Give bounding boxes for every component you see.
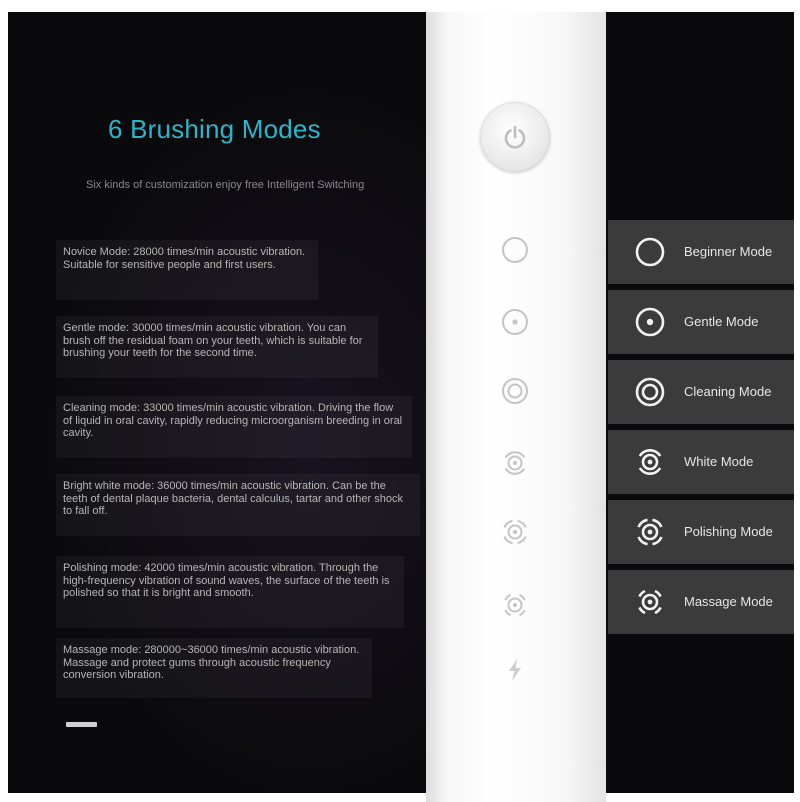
polishing-mode-icon bbox=[498, 515, 532, 549]
massage-mode-icon bbox=[632, 584, 668, 620]
mode-item-gentle[interactable] bbox=[608, 290, 794, 354]
description-gentle: Gentle mode: 30000 times/min acoustic vibration. You can brush off the residual foam on your teeth, which is suitable for brushing your teeth for the second time. bbox=[63, 322, 363, 359]
mode-item-white[interactable] bbox=[608, 430, 794, 494]
mode-label: Massage Mode bbox=[684, 594, 773, 609]
mode-label: Polishing Mode bbox=[684, 524, 773, 539]
mode-label: White Mode bbox=[684, 454, 754, 469]
description-card bbox=[56, 396, 412, 458]
massage-mode-icon bbox=[498, 588, 532, 622]
mode-item-massage[interactable] bbox=[608, 570, 794, 634]
beginner-mode-icon bbox=[498, 233, 532, 267]
white-mode-icon bbox=[632, 444, 668, 480]
mode-item-beginner[interactable] bbox=[608, 220, 794, 284]
description-card bbox=[56, 638, 372, 698]
beginner-mode-icon bbox=[632, 234, 668, 270]
dash-decoration bbox=[66, 722, 97, 727]
description-card bbox=[56, 240, 318, 300]
mode-label: Beginner Mode bbox=[684, 244, 773, 259]
gentle-mode-icon bbox=[632, 304, 668, 340]
toothbrush-handle bbox=[426, 12, 606, 802]
white-mode-icon bbox=[498, 446, 532, 480]
mode-item-polishing[interactable] bbox=[608, 500, 794, 564]
mode-label: Cleaning Mode bbox=[684, 384, 772, 399]
cleaning-mode-icon bbox=[498, 374, 532, 408]
cleaning-mode-icon bbox=[632, 374, 668, 410]
description-cleaning: Cleaning mode: 33000 times/min acoustic vibration. Driving the flow of liquid in oral cavity, rapidly reducing microorganism breeding in oral cavity. bbox=[63, 402, 403, 439]
description-massage: Massage mode: 280000~36000 times/min acoustic vibration. Massage and protect gums through acoustic frequency conversion vibration. bbox=[63, 644, 360, 681]
polishing-mode-icon bbox=[632, 514, 668, 550]
power-icon bbox=[500, 122, 530, 152]
power-button[interactable] bbox=[480, 102, 550, 172]
description-polishing: Polishing mode: 42000 times/min acoustic vibration. Through the high-frequency vibration of sound waves, the surface of the teeth is polished so that it is bright and smooth. bbox=[63, 562, 390, 599]
description-bright-white: Bright white mode: 36000 times/min acoustic vibration. Can be the teeth of dental plaque bacteria, dental calculus, tartar and other shock to fall off. bbox=[63, 480, 403, 517]
page-subtitle: Six kinds of customization enjoy free Intelligent Switching bbox=[86, 179, 365, 191]
lightning-icon bbox=[498, 653, 532, 687]
description-card bbox=[56, 316, 378, 378]
description-novice: Novice Mode: 28000 times/min acoustic vibration. Suitable for sensitive people and first users. bbox=[63, 246, 306, 271]
gentle-mode-icon bbox=[498, 305, 532, 339]
description-card bbox=[56, 474, 420, 536]
description-card bbox=[56, 556, 404, 628]
mode-item-cleaning[interactable] bbox=[608, 360, 794, 424]
mode-label: Gentle Mode bbox=[684, 314, 759, 329]
page-title: 6 Brushing Modes bbox=[108, 114, 321, 144]
